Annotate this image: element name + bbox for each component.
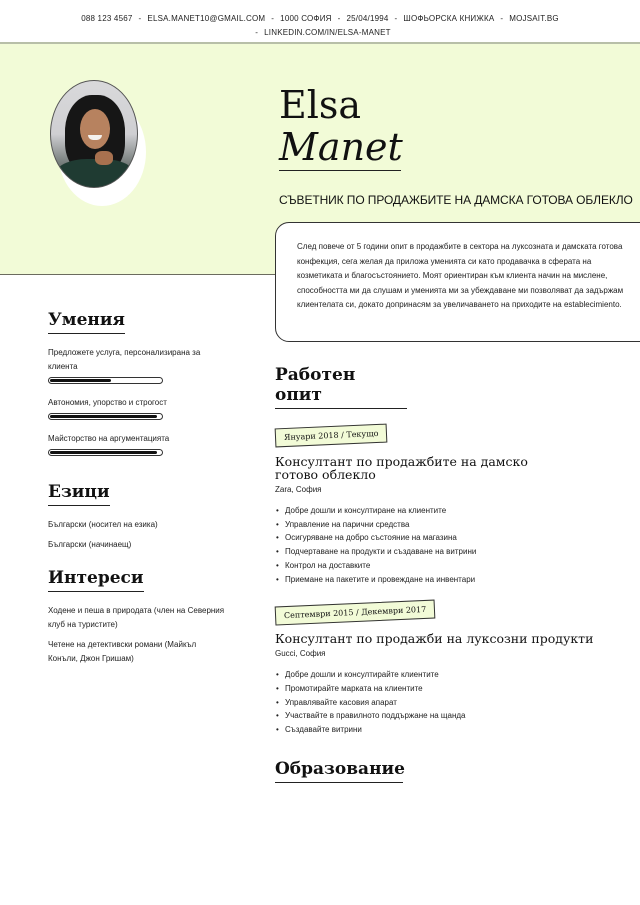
duty-item: • Приемане на пакетите и провеждане на инвентари bbox=[275, 573, 635, 587]
education-title: Образование bbox=[275, 759, 403, 783]
contact-phone[interactable]: 088 123 4567 bbox=[81, 14, 133, 23]
duty-item: • Участвайте в правилното поддържане на щанда bbox=[275, 709, 635, 723]
duty-item: • Добре дошли и консултиране на клиентите bbox=[275, 504, 635, 518]
contact-birthdate: 25/04/1994 bbox=[346, 14, 389, 23]
duty-item: • Управление на парични средства bbox=[275, 518, 635, 532]
skill-item bbox=[48, 432, 228, 456]
summary-box bbox=[275, 222, 640, 342]
languages-title: Езици bbox=[48, 482, 110, 506]
skill-label: Майсторство на аргументацията bbox=[48, 434, 170, 443]
language-item: Български (начинаещ) bbox=[48, 540, 132, 549]
skill-item bbox=[48, 346, 228, 384]
job-dates: Септември 2015 / Декември 2017 bbox=[275, 600, 436, 626]
duty-item: • Подчертаване на продукти и създаване на витрини bbox=[275, 545, 635, 559]
skill-fill bbox=[50, 415, 157, 418]
interests-title: Интереси bbox=[48, 568, 144, 592]
contact-license: ШОФЬОРСКА КНИЖКА bbox=[403, 14, 495, 23]
contact-row-2: - LINKEDIN.COM/IN/ELSA-MANET bbox=[255, 28, 391, 37]
last-name: Manet bbox=[279, 125, 403, 169]
skill-bar bbox=[48, 449, 163, 456]
duty-item: • Осигуряване на добро състояние на магазина bbox=[275, 531, 635, 545]
language-item: Български (носител на езика) bbox=[48, 520, 158, 529]
skill-item bbox=[48, 396, 228, 420]
contact-linkedin[interactable]: LINKEDIN.COM/IN/ELSA-MANET bbox=[264, 28, 391, 37]
contact-bar bbox=[0, 0, 640, 44]
languages-section bbox=[48, 482, 228, 552]
job-duties bbox=[275, 668, 635, 737]
job-entry bbox=[275, 425, 635, 586]
skill-bar bbox=[48, 413, 163, 420]
interests-section bbox=[48, 568, 228, 666]
name-block bbox=[279, 84, 403, 171]
job-title: СЪВЕТНИК ПО ПРОДАЖБИТЕ НА ДАМСКА ГОТОВА ОБЛЕКЛО bbox=[279, 193, 633, 207]
summary-text: След повече от 5 години опит в продажбите в сектора на луксозната и дамската готова конфекция, сега желая да приложа уменията си като продавачка в сферата на козметиката и благосъстоянието. Моят ориентиран към клиента начин на мислене, способността ми да слушам и уменията ми за убеждаване ми позволяват да задържам клиентелата си, докато допринасям за увеличаването на приходите на establecimiento. bbox=[297, 242, 624, 309]
skill-fill bbox=[50, 451, 157, 454]
interest-item: Ходене и пеша в природата (член на Северния клуб на туристите) bbox=[48, 606, 225, 629]
profile-photo bbox=[50, 80, 138, 188]
interest-item: Четене на детективски романи (Майкъл Конъли, Джон Гришам) bbox=[48, 640, 197, 663]
contact-row-1: 088 123 4567 - ELSA.MANET10@GMAIL.COM - 1000 СОФИЯ - 25/04/1994 - ШОФЬОРСКА КНИЖКА - MOJSAIT.BG bbox=[81, 14, 559, 23]
duty-item: • Промотирайте марката на клиентите bbox=[275, 682, 635, 696]
skills-section bbox=[48, 310, 228, 456]
first-name: Elsa bbox=[279, 83, 362, 127]
job-company: Zara, София bbox=[275, 485, 322, 494]
duty-item: • Създавайте витрини bbox=[275, 723, 635, 737]
contact-address: 1000 СОФИЯ bbox=[280, 14, 332, 23]
avatar bbox=[50, 80, 138, 188]
job-position: Консултант по продажбите на дамско готово облекло bbox=[275, 454, 528, 482]
skill-bar bbox=[48, 377, 163, 384]
contact-website[interactable]: MOJSAIT.BG bbox=[509, 14, 559, 23]
job-duties bbox=[275, 504, 635, 586]
left-column bbox=[48, 310, 228, 666]
right-column bbox=[275, 365, 635, 783]
job-entry bbox=[275, 602, 635, 737]
experience-title: Работен опит bbox=[275, 365, 407, 409]
job-dates: Януари 2018 / Текущо bbox=[275, 424, 388, 448]
skill-label: Автономия, упорство и строгост bbox=[48, 398, 167, 407]
skill-fill bbox=[50, 379, 111, 382]
job-position: Консултант по продажби на луксозни продукти bbox=[275, 631, 594, 647]
skills-title: Умения bbox=[48, 310, 125, 334]
job-company: Gucci, София bbox=[275, 649, 326, 659]
name-underline bbox=[279, 170, 401, 171]
duty-item: • Добре дошли и консултирайте клиентите bbox=[275, 668, 635, 682]
contact-email[interactable]: ELSA.MANET10@GMAIL.COM bbox=[147, 14, 266, 23]
skill-label: Предложете услуга, персонализирана за клиента bbox=[48, 348, 201, 371]
duty-item: • Управлявайте касовия апарат bbox=[275, 696, 635, 710]
duty-item: • Контрол на доставките bbox=[275, 559, 635, 573]
